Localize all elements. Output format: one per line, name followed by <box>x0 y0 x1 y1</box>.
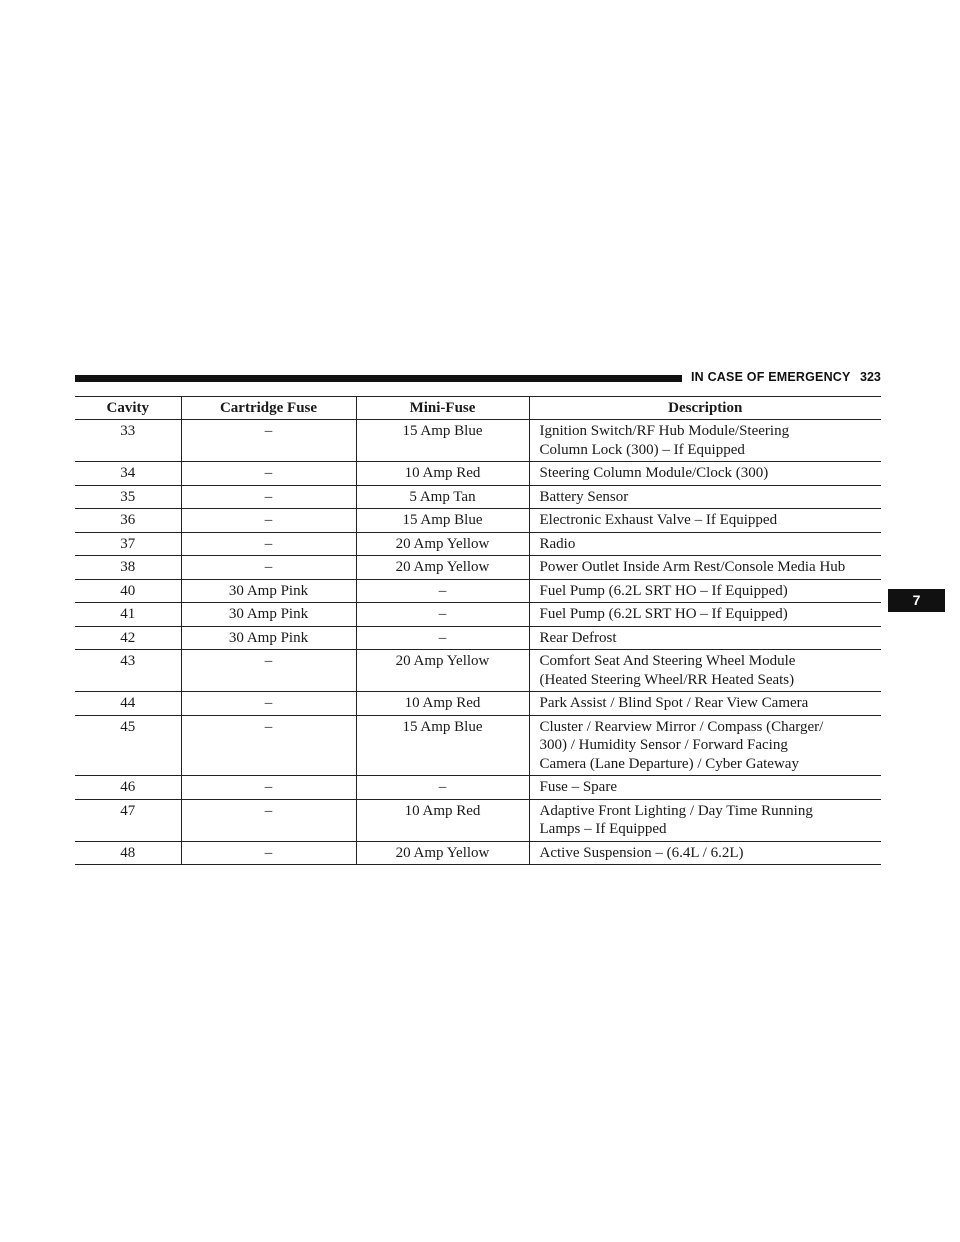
mini-fuse-cell: 15 Amp Blue <box>356 715 529 776</box>
mini-fuse-cell: 20 Amp Yellow <box>356 556 529 580</box>
mini-fuse-cell: – <box>356 603 529 627</box>
description-line: Camera (Lane Departure) / Cyber Gateway <box>539 755 799 772</box>
cavity-cell: 42 <box>75 626 181 650</box>
cartridge-fuse-cell: 30 Amp Pink <box>181 579 356 603</box>
header-rule <box>75 375 682 382</box>
description-cell <box>529 462 881 486</box>
description-cell <box>529 692 881 716</box>
table-row <box>75 420 881 462</box>
cavity-cell: 33 <box>75 420 181 462</box>
cavity-cell: 48 <box>75 841 181 865</box>
table-body <box>75 420 881 865</box>
description-cell <box>529 485 881 509</box>
description-cell <box>529 626 881 650</box>
cavity-cell: 41 <box>75 603 181 627</box>
fuse-table <box>75 396 881 865</box>
description-line: Active Suspension – (6.4L / 6.2L) <box>539 844 744 861</box>
cartridge-fuse-cell: – <box>181 776 356 800</box>
table-row <box>75 532 881 556</box>
description-line: Fuse – Spare <box>539 779 617 795</box>
page-number: 323 <box>860 370 881 384</box>
cartridge-fuse-cell: – <box>181 556 356 580</box>
description-cell <box>529 579 881 603</box>
description-cell <box>529 509 881 533</box>
description-line: Adaptive Front Lighting / Day Time Running <box>539 802 813 819</box>
description-line: Radio <box>539 535 576 552</box>
description-cell <box>529 776 881 800</box>
description-line: 300) / Humidity Sensor / Forward Facing <box>539 737 788 753</box>
description-cell <box>529 556 881 580</box>
cavity-cell: 35 <box>75 485 181 509</box>
description-line: Lamps – If Equipped <box>539 821 667 837</box>
description-line: Power Outlet Inside Arm Rest/Console Media Hub <box>539 559 846 575</box>
description-line: Rear Defrost <box>539 629 617 646</box>
mini-fuse-cell: 10 Amp Red <box>356 462 529 486</box>
cartridge-fuse-cell: – <box>181 532 356 556</box>
description-line: Cluster / Rearview Mirror / Compass (Charger/ <box>539 718 824 735</box>
cavity-cell: 36 <box>75 509 181 533</box>
cavity-cell: 40 <box>75 579 181 603</box>
description-cell <box>529 420 881 462</box>
cavity-cell: 46 <box>75 776 181 800</box>
mini-fuse-cell: 15 Amp Blue <box>356 509 529 533</box>
mini-fuse-cell: 20 Amp Yellow <box>356 650 529 692</box>
cartridge-fuse-cell: – <box>181 799 356 841</box>
cavity-cell: 45 <box>75 715 181 776</box>
description-cell <box>529 532 881 556</box>
column-header-description: Description <box>529 397 881 420</box>
table-row <box>75 462 881 486</box>
cavity-cell: 34 <box>75 462 181 486</box>
cavity-cell: 44 <box>75 692 181 716</box>
column-header-cartridge-fuse: Cartridge Fuse <box>181 397 356 420</box>
description-cell <box>529 841 881 865</box>
description-line: Fuel Pump (6.2L SRT HO – If Equipped) <box>539 582 788 599</box>
cartridge-fuse-cell: – <box>181 485 356 509</box>
description-line: Fuel Pump (6.2L SRT HO – If Equipped) <box>539 606 788 622</box>
table-row <box>75 715 881 776</box>
table-row <box>75 650 881 692</box>
description-cell <box>529 650 881 692</box>
table-row <box>75 626 881 650</box>
description-line: Battery Sensor <box>539 488 629 505</box>
table-row <box>75 799 881 841</box>
cavity-cell: 37 <box>75 532 181 556</box>
table-row <box>75 776 881 800</box>
table-row <box>75 556 881 580</box>
description-line: Electronic Exhaust Valve – If Equipped <box>539 512 778 528</box>
table-row <box>75 692 881 716</box>
column-header-mini-fuse: Mini-Fuse <box>356 397 529 420</box>
chapter-tab: 7 <box>888 589 945 612</box>
table-row <box>75 579 881 603</box>
mini-fuse-cell: 10 Amp Red <box>356 799 529 841</box>
cartridge-fuse-cell: – <box>181 650 356 692</box>
cartridge-fuse-cell: – <box>181 841 356 865</box>
cartridge-fuse-cell: – <box>181 509 356 533</box>
description-line: Column Lock (300) – If Equipped <box>539 441 745 458</box>
description-cell <box>529 799 881 841</box>
cartridge-fuse-cell: – <box>181 692 356 716</box>
cartridge-fuse-cell: 30 Amp Pink <box>181 626 356 650</box>
table-row <box>75 485 881 509</box>
table-row <box>75 841 881 865</box>
cavity-cell: 47 <box>75 799 181 841</box>
description-line: Ignition Switch/RF Hub Module/Steering <box>539 423 790 439</box>
mini-fuse-cell: 20 Amp Yellow <box>356 532 529 556</box>
mini-fuse-cell: – <box>356 626 529 650</box>
description-line: Steering Column Module/Clock (300) <box>539 465 769 481</box>
cartridge-fuse-cell: – <box>181 715 356 776</box>
description-cell <box>529 715 881 776</box>
mini-fuse-cell: 15 Amp Blue <box>356 420 529 462</box>
cartridge-fuse-cell: 30 Amp Pink <box>181 603 356 627</box>
table-row <box>75 509 881 533</box>
mini-fuse-cell: – <box>356 776 529 800</box>
mini-fuse-cell: 20 Amp Yellow <box>356 841 529 865</box>
cavity-cell: 38 <box>75 556 181 580</box>
table-header-row <box>75 397 881 420</box>
column-header-cavity: Cavity <box>75 397 181 420</box>
section-title: IN CASE OF EMERGENCY <box>691 370 851 384</box>
description-cell <box>529 603 881 627</box>
description-line: Park Assist / Blind Spot / Rear View Camera <box>539 695 809 711</box>
cartridge-fuse-cell: – <box>181 462 356 486</box>
cartridge-fuse-cell: – <box>181 420 356 462</box>
table-row <box>75 603 881 627</box>
mini-fuse-cell: 5 Amp Tan <box>356 485 529 509</box>
description-line: (Heated Steering Wheel/RR Heated Seats) <box>539 671 795 688</box>
description-line: Comfort Seat And Steering Wheel Module <box>539 653 796 669</box>
cavity-cell: 43 <box>75 650 181 692</box>
mini-fuse-cell: 10 Amp Red <box>356 692 529 716</box>
mini-fuse-cell: – <box>356 579 529 603</box>
